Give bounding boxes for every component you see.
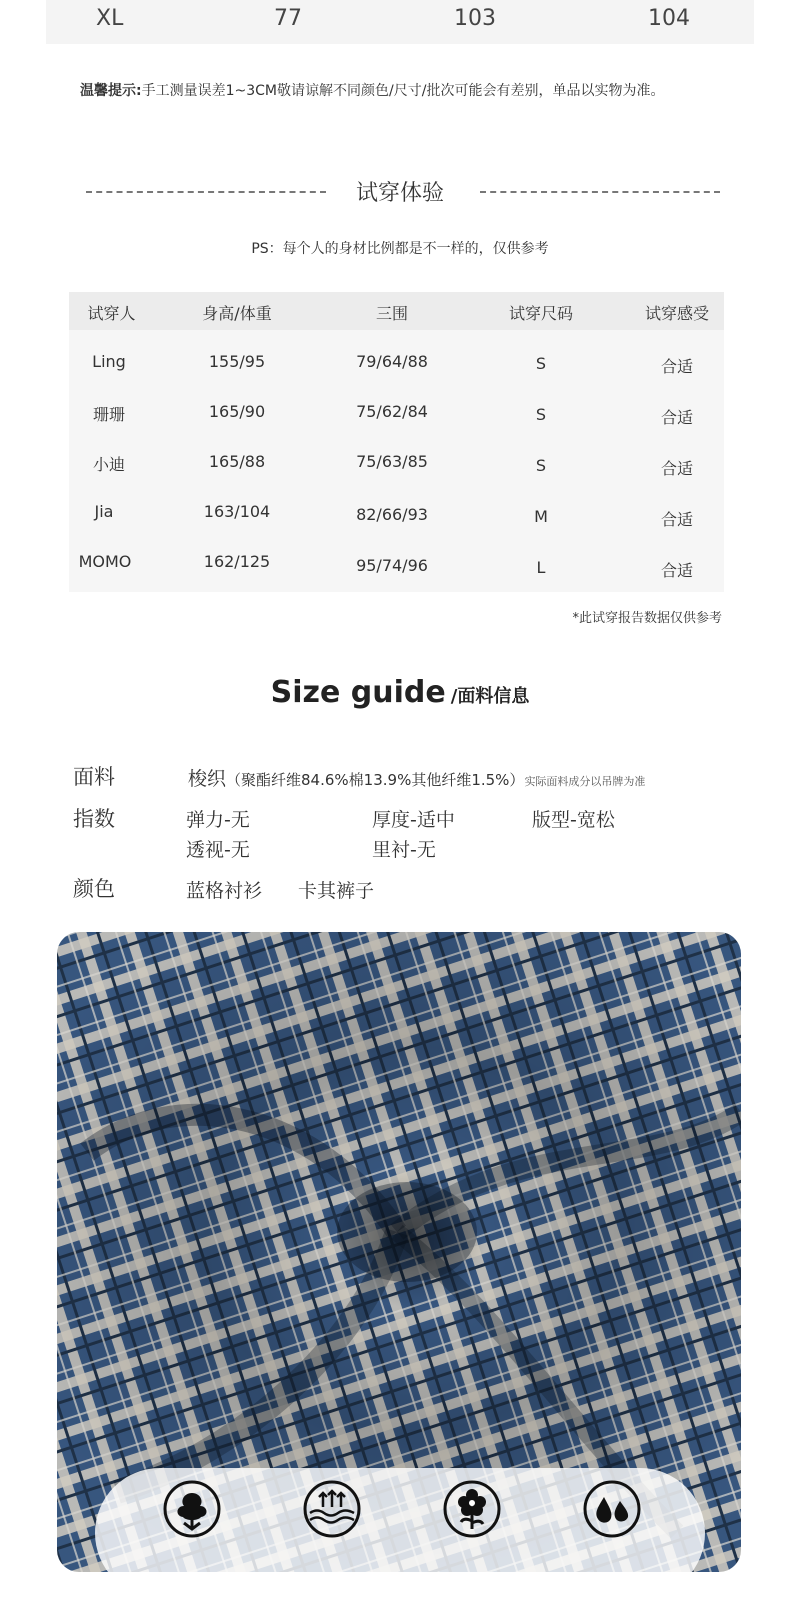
- measurements: 75/62/84: [356, 402, 428, 421]
- size: S: [535, 456, 547, 475]
- tester-name: Jia: [94, 502, 114, 521]
- header-height-weight: 身高/体重: [202, 304, 272, 323]
- tester-name: 珊珊: [92, 405, 125, 424]
- flower-icon: [442, 1479, 502, 1539]
- size-guide-title-en: Size guide: [270, 675, 446, 710]
- header-feeling: 试穿感受: [644, 304, 709, 323]
- fabric-value: [188, 764, 645, 791]
- size-label: XL: [96, 6, 124, 31]
- fit-value: 版型-宽松: [532, 809, 615, 831]
- height-weight: 162/125: [203, 552, 271, 571]
- size-value-1: 77: [274, 6, 302, 31]
- size-guide-title: [0, 675, 800, 710]
- try-on-title: 试穿体验: [355, 181, 444, 206]
- color-option-1: 蓝格衬衫: [186, 880, 263, 902]
- tester-name: MOMO: [78, 552, 132, 571]
- fabric-note: 实际面料成分以吊牌为准: [524, 775, 646, 788]
- size-value-2: 103: [454, 6, 496, 31]
- measurements: 95/74/96: [356, 556, 428, 575]
- tip-text: 手工测量误差1~3CM敬请谅解不同颜色/尺寸/批次可能会有差别，单品以实物为准。: [141, 83, 665, 99]
- tester-name: Ling: [92, 352, 126, 371]
- lining-value: 里衬-无: [372, 839, 436, 861]
- feeling: 合适: [660, 357, 693, 376]
- index-label: 指数: [73, 807, 115, 831]
- fabric-composition: （聚酯纤维84.6%棉13.9%其他纤维1.5%）: [226, 771, 525, 789]
- cotton-icon: [162, 1479, 222, 1539]
- water-drops-icon: [582, 1479, 642, 1539]
- height-weight: 163/104: [203, 502, 271, 521]
- breathable-icon: [302, 1479, 362, 1539]
- height-weight: 165/88: [208, 452, 266, 471]
- fabric-type: 梭织: [188, 768, 227, 790]
- thickness-value: 厚度-适中: [372, 809, 455, 831]
- feeling: 合适: [660, 561, 693, 580]
- color-label: 颜色: [73, 877, 115, 901]
- try-on-ps: PS：每个人的身材比例都是不一样的，仅供参考: [251, 241, 549, 257]
- feeling: 合适: [660, 510, 693, 529]
- height-weight: 155/95: [208, 352, 266, 371]
- header-tester: 试穿人: [87, 304, 136, 323]
- fabric-label: 面料: [73, 765, 115, 789]
- try-on-note: *此试穿报告数据仅供参考: [572, 611, 722, 626]
- size-value-3: 104: [648, 6, 690, 31]
- try-on-table: [69, 292, 724, 592]
- size: S: [535, 405, 547, 424]
- size: M: [534, 507, 548, 526]
- measurement-tip: [80, 80, 664, 100]
- header-size: 试穿尺码: [508, 304, 573, 323]
- size: S: [535, 354, 547, 373]
- tester-name: 小迪: [92, 455, 125, 474]
- elasticity-value: 弹力-无: [186, 809, 250, 831]
- measurements: 79/64/88: [356, 352, 428, 371]
- header-measurements: 三围: [375, 304, 408, 323]
- height-weight: 165/90: [208, 402, 266, 421]
- color-option-2: 卡其裤子: [298, 880, 375, 902]
- size-guide-title-cn: /面料信息: [450, 686, 530, 707]
- tip-label: 温馨提示:: [80, 83, 142, 99]
- measurements: 82/66/93: [356, 505, 428, 524]
- see-through-value: 透视-无: [186, 839, 250, 861]
- measurements: 75/63/85: [356, 452, 428, 471]
- size-row-xl: [46, 0, 754, 44]
- feeling: 合适: [660, 459, 693, 478]
- size: L: [536, 558, 546, 577]
- feeling: 合适: [660, 408, 693, 427]
